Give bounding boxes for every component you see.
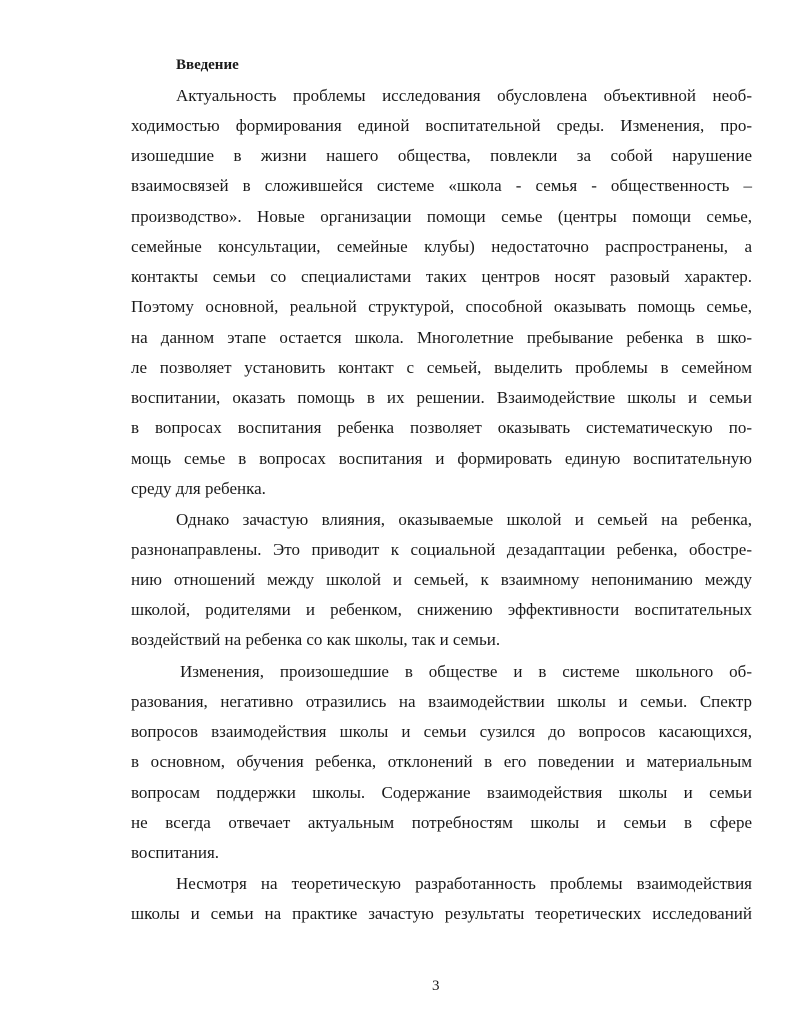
text-line: Актуальность проблемы исследования обусловлена объективной необ- (176, 86, 752, 105)
text-line: нию отношений между школой и семьей, к взаимному непониманию между (131, 570, 752, 589)
text-line: в вопросах воспитания ребенка позволяет оказывать систематическую по- (131, 418, 752, 437)
text-line: Изменения, произошедшие в обществе и в системе школьного об- (180, 662, 752, 681)
text-line: ле позволяет установить контакт с семьей, выделить проблемы в семейном (131, 358, 752, 377)
text-line: Поэтому основной, реальной структурой, способной оказывать помощь семье, (131, 297, 752, 316)
text-line: среду для ребенка. (131, 479, 266, 498)
text-line: Однако зачастую влияния, оказываемые школой и семьей на ребенка, (176, 510, 752, 529)
text-line: ходимостью формирования единой воспитательной среды. Изменения, про- (131, 116, 752, 135)
text-line: воспитания. (131, 843, 220, 862)
section-heading: Введение (176, 57, 239, 73)
page-number: 3 (432, 978, 440, 994)
text-line: мощь семье в вопросах воспитания и формировать единую воспитательную (131, 449, 752, 468)
text-line: разнонаправлены. Это приводит к социальной дезадаптации ребенка, обостре- (131, 540, 752, 559)
text-line: изошедшие в жизни нашего общества, повлекли за собой нарушение (131, 146, 752, 165)
text-line: в основном, обучения ребенка, отклонений в его поведении и материальным (131, 752, 752, 771)
text-line: производство». Новые организации помощи семье (центры помощи семье, (131, 207, 752, 226)
text-line: не всегда отвечает актуальным потребностям школы и семьи в сфере (131, 813, 752, 832)
text-line: школы и семьи на практике зачастую результаты теоретических исследований (131, 904, 752, 923)
text-line: школой, родителями и ребенком, снижению эффективности воспитательных (131, 600, 752, 619)
text-line: вопросам поддержки школы. Содержание взаимодействия школы и семьи (131, 783, 752, 802)
text-line: взаимосвязей в сложившейся системе «школа - семья - общественность – (131, 176, 752, 195)
text-line: воздействий на ребенка со как школы, так и семьи. (131, 630, 501, 649)
text-line: вопросов взаимодействия школы и семьи сузился до вопросов касающихся, (131, 722, 752, 741)
text-line: воспитании, оказать помощь в их решении. Взаимодействие школы и семьи (131, 388, 752, 407)
text-line: Несмотря на теоретическую разработанность проблемы взаимодействия (176, 874, 752, 893)
text-line: разования, негативно отразились на взаимодействии школы и семьи. Спектр (131, 692, 752, 711)
text-line: на данном этапе остается школа. Многолетние пребывание ребенка в шко- (131, 328, 752, 347)
text-line: контакты семьи со специалистами таких центров носят разовый характер. (131, 267, 752, 286)
text-line: семейные консультации, семейные клубы) недостаточно распространены, а (131, 237, 752, 256)
